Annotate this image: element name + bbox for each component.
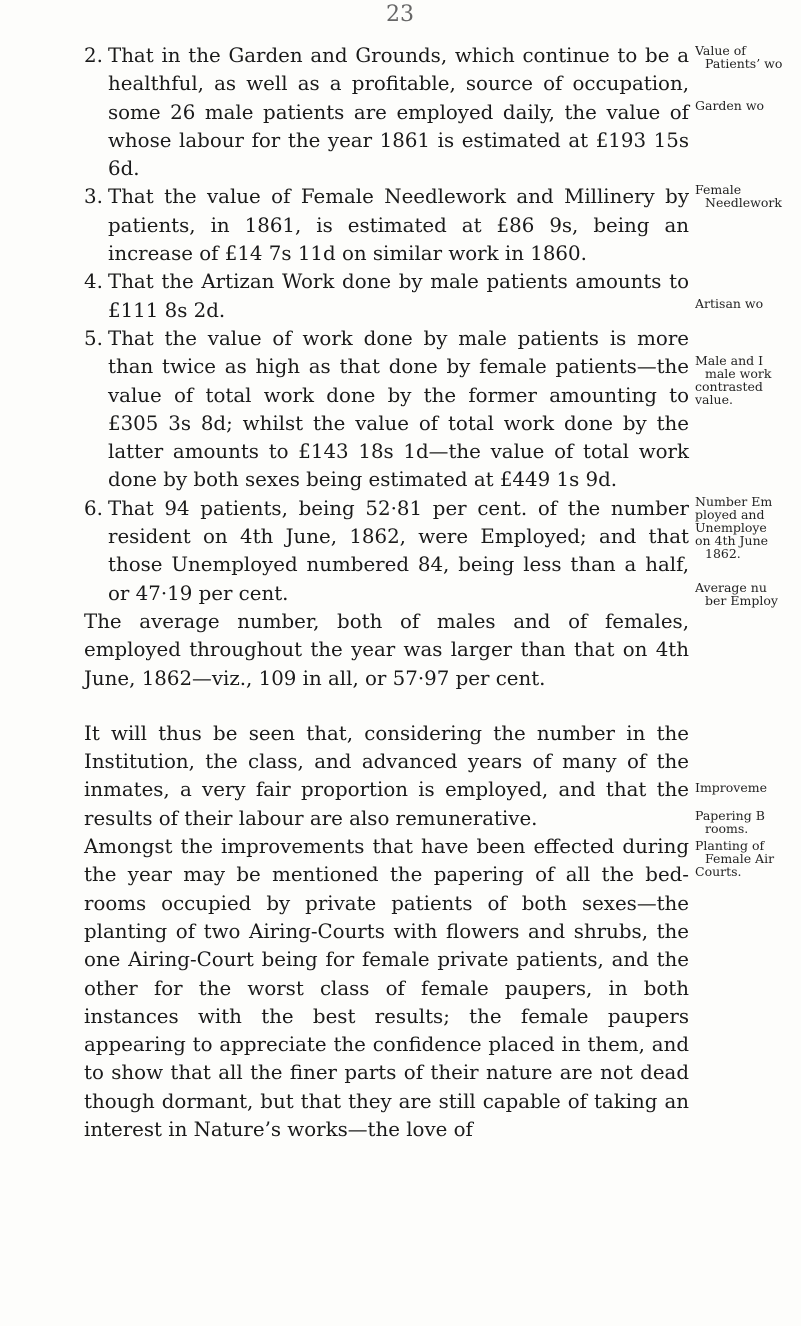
margin-note-line: contrasted [695, 379, 763, 394]
item-text: That the Artizan Work done by male patients amounts to £111 8s 2d. [108, 270, 689, 322]
item-text: That the value of Female Needlework and Millinery by patients, in 1861, is estimated at £86 9s, being an increase of £14 7s 11d on similar work in 1860. [108, 185, 689, 266]
list-item [84, 268, 689, 325]
margin-note [695, 99, 764, 112]
list-item [84, 325, 689, 495]
item-number: 2. [84, 44, 103, 67]
margin-note-line: Improveme [695, 780, 768, 795]
margin-note [695, 183, 782, 209]
margin-note [695, 44, 782, 70]
margin-note-line: Courts. [695, 864, 742, 879]
list-item [84, 183, 689, 268]
margin-note-line: 1862. [705, 546, 741, 561]
margin-notes-column [695, 0, 801, 1326]
margin-note [695, 781, 767, 794]
margin-note-line: Artisan wo [695, 296, 764, 311]
average-paragraph: The average number, both of males and of females, employed throughout the year was larger than that on 4th June, 1862—viz., 109 in all, or 57·97 per cent. [84, 609, 689, 690]
margin-note-line: Papering B [695, 808, 765, 823]
margin-note-line: Male and I [695, 353, 764, 368]
margin-note-line: rooms. [705, 821, 749, 836]
margin-note-line: Number Em [695, 494, 773, 509]
margin-note [695, 809, 765, 835]
paragraph-gap [84, 693, 689, 720]
margin-note [695, 297, 763, 310]
item-text: That in the Garden and Grounds, which continue to be a healthful, as well as a profitable, source of occupation, some 26 male patients are employed daily, the value of whose labour for the year 1861 is estimated at £193 15s 6d. [108, 44, 689, 181]
margin-note [695, 495, 772, 560]
margin-note [695, 354, 771, 406]
margin-note-line: Planting of [695, 838, 765, 853]
list-item [84, 42, 689, 183]
margin-note-line: ber Employ [705, 593, 778, 608]
margin-note [695, 839, 774, 878]
page-number: 23 [386, 2, 414, 27]
margin-note-line: Unemploye [695, 520, 767, 535]
item-text: That 94 patients, being 52·81 per cent. of the number resident on 4th June, 1862, were Employed; and that those Unemployed numbered 84, being less than a half, or 47·19 per cent. [108, 496, 689, 605]
item-text: That the value of work done by male patients is more than twice as high as that done by female patients—the value of total work done by the former amounting to £305 3s 8d; whilst the value of total work done by the latter amounts to £143 18s 1d—the value of total work done by both sexes being estimated at £449 1s 9d. [108, 326, 689, 492]
margin-note-line: value. [695, 392, 733, 407]
body-paragraph: Amongst the improvements that have been effected during the year may be mentioned the papering of all the bed-rooms occupied by private patients of both sexes—the planting of two Airing-Courts with flowers and shrubs, the one Airing-Court being for female private patients, and the other for the worst class of female paupers, in both instances with the best results; the female paupers appearing to appreciate the confidence placed in them, and to show that all the finer parts of their nature are not dead though dormant, but that they are still capable of taking an interest in Nature’s works—the love of [84, 835, 689, 1141]
margin-note-line: ployed and [695, 507, 765, 522]
margin-note-line: Value of [695, 43, 746, 58]
margin-note-line: Garden wo [695, 98, 765, 113]
findings-list [84, 42, 689, 608]
item-number: 4. [84, 270, 103, 294]
margin-note-line: Patients’ wo [705, 56, 783, 71]
margin-note-line: Female [695, 182, 742, 197]
margin-note-line: Average nu [695, 580, 767, 595]
margin-note-line: male work [705, 366, 772, 381]
margin-note-line: on 4th June [695, 533, 769, 548]
item-number: 3. [84, 185, 103, 209]
list-item [84, 495, 689, 608]
margin-note-line: Needlework [705, 195, 782, 210]
body-paragraph: It will thus be seen that, considering the number in the Institution, the class, and advanced years of many of the inmates, a very fair proportion is employed, and that the results of their labour are also remunerative. [84, 721, 689, 830]
margin-note-line: Female Air [705, 851, 775, 866]
item-number: 6. [84, 496, 103, 520]
margin-note [695, 581, 778, 607]
main-text-column [84, 42, 689, 1144]
item-number: 5. [84, 326, 103, 350]
